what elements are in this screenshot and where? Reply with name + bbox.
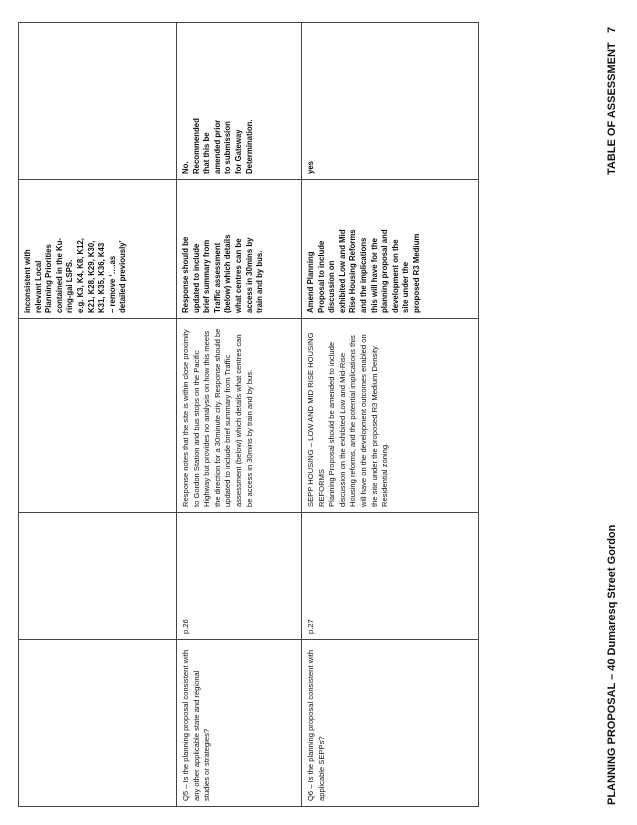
document-title: PLANNING PROPOSAL – 40 Dumaresq Street Gordon bbox=[606, 524, 618, 805]
action-cell bbox=[19, 23, 177, 180]
question-cell bbox=[19, 640, 177, 807]
comment-line: this will have for the bbox=[369, 238, 379, 313]
action-line: No. bbox=[181, 161, 190, 174]
page-ref-cell: p.26 bbox=[177, 513, 302, 640]
page-number: 7 bbox=[606, 26, 618, 33]
comment-line: train and by bus. bbox=[255, 250, 265, 313]
comment-line: Rise Housing Reforms bbox=[348, 229, 358, 313]
comment-line: updated to include bbox=[191, 243, 201, 313]
action-line: Recommended bbox=[191, 118, 201, 174]
action-cell bbox=[302, 23, 479, 180]
comment-line: proposed R3 Medium bbox=[411, 233, 421, 313]
comment-line: discussion on bbox=[327, 260, 337, 313]
comment-line: exhibited Low and Mid bbox=[337, 229, 347, 313]
comment-line: what centres can be bbox=[233, 238, 243, 313]
comment-line: access in 30mins by bbox=[244, 237, 254, 313]
comment-line: Amend Planning bbox=[306, 251, 315, 313]
action-line: Determination. bbox=[244, 119, 254, 174]
comment-line: Response should be bbox=[181, 236, 190, 313]
comment-line: planning proposal and bbox=[380, 229, 390, 313]
comment-line: – remove ‘….as bbox=[107, 255, 117, 313]
comment-line: contained in the Ku- bbox=[54, 238, 64, 313]
comment-line: and the implications bbox=[358, 237, 368, 313]
comment-line: relevant Local bbox=[33, 260, 43, 313]
assessment-table bbox=[18, 22, 479, 807]
comment-line: inconsistent with bbox=[23, 249, 32, 313]
response-heading: SEPP HOUSING – LOW AND MID RISE HOUSING REFORMS bbox=[306, 332, 326, 507]
comment-line: Proposal to include bbox=[316, 240, 326, 313]
comment-cell bbox=[177, 180, 302, 319]
comment-cell bbox=[19, 180, 177, 319]
page-ref-cell bbox=[19, 513, 177, 640]
section-title: TABLE OF ASSESSMENT bbox=[606, 42, 618, 175]
action-line: that this be bbox=[202, 132, 212, 174]
action-line: yes bbox=[306, 160, 315, 174]
comment-cell bbox=[302, 180, 479, 319]
response-text: Planning Proposal should be amended to include discussion on the exhibited Low and Mid-Rise Housing reforms, and the potential implications this will have on the development outcomes enabled on the site under the proposed R3 Medium Density Residential zoning. bbox=[327, 334, 390, 507]
comment-line: site under the bbox=[401, 261, 411, 313]
action-line: for Gateway bbox=[233, 129, 243, 174]
comment-line: (below) which details bbox=[223, 234, 233, 313]
action-line: amended prior bbox=[212, 119, 222, 174]
comment-line: Planning Priorities bbox=[44, 244, 54, 313]
comment-line: K31, K35, K36, K43 bbox=[97, 242, 107, 313]
response-cell bbox=[302, 319, 479, 513]
question-cell: Q5 – Is the planning proposal consistent with any other applicable state and regional studies or strategies? bbox=[177, 640, 302, 807]
comment-line: Traffic assessment bbox=[212, 242, 222, 313]
page-ref-cell: p.27 bbox=[302, 513, 479, 640]
comment-line: development on the bbox=[390, 239, 400, 313]
comment-line: ring-gai LSPS. bbox=[65, 259, 75, 313]
action-line: to submission bbox=[223, 121, 233, 174]
action-cell bbox=[177, 23, 302, 180]
table-row bbox=[19, 23, 177, 807]
comment-line: e.g. K3, K4, K8, K12, bbox=[75, 238, 85, 313]
comment-line: brief summary from bbox=[202, 239, 212, 313]
comment-line: detailed previously’ bbox=[118, 240, 128, 313]
comment-line: K21, K28, K29, K30, bbox=[86, 240, 96, 313]
table-row bbox=[177, 23, 302, 807]
response-cell: Response notes that the site is within close proximity to Gordon Station and bus stops on the Pacific Highway but provides no analysis on how this meets the direction for a 30minute city. Response should be updated to include brief summary from Traffic assessment (below) which details what centres can be access in 30mins by train and by bus. bbox=[177, 319, 302, 513]
response-cell bbox=[19, 319, 177, 513]
question-cell: Q6 – Is the planning proposal consistent with applicable SEPPs? bbox=[302, 640, 479, 807]
table-row bbox=[302, 23, 479, 807]
